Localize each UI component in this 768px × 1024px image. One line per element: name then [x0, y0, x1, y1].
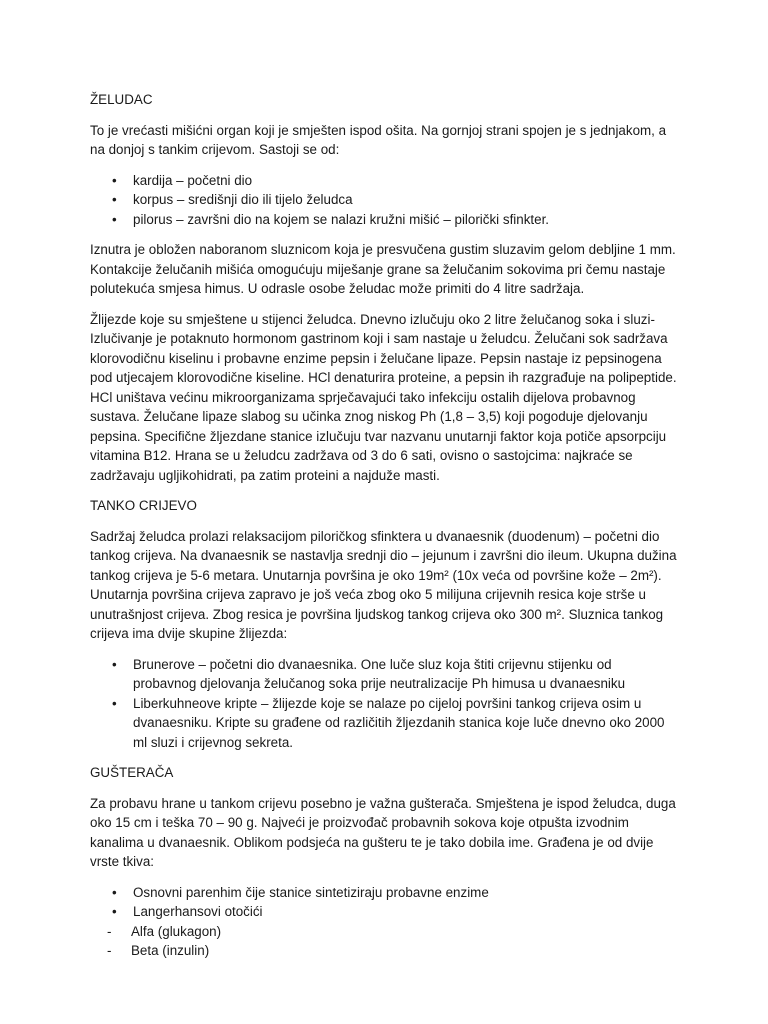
list-item: • Brunerove – početni dio dvanaesnika. One luče sluz koja štiti crijevnu stijenku od probavnog djelovanja želučanog soka prije neutralizacije Ph himusa u dvanaesniku: [90, 655, 678, 694]
paragraph: Sadržaj želudca prolazi relaksacijom piloričkog sfinktera u dvanaesnik (duodenum) – početni dio tankog crijeva. Na dvanaesnik se nastavlja srednji dio – jejunum i završni dio ileum. Ukupna dužina tankog crijeva je 5-6 metara. Unutarnja površina je oko 19m² (10x veća od površine kože – 2m²). Unutarnja površina crijeva zapravo je još veća zbog oko 5 milijuna crijevnih resica koje strše u unutrašnjost crijeva. Zbog resica je površina ljudskog tankog crijeva oko 300 m². Sluznica tankog crijeva ima dvije skupine žlijezda:: [90, 528, 677, 641]
section-heading-zeludac: ŽELUDAC: [90, 92, 153, 107]
paragraph: To je vrećasti mišićni organ koji je smješten ispod ošita. Na gornjoj strani spojen je s jednjakom, a na donjoj s tankim crijevom. Sastoji se od:: [90, 122, 667, 157]
paragraph: Iznutra je obložen naboranom sluznicom koja je presvučena gustim sluzavim gelom debljine 1 mm. Kontakcije želučanih mišića omogućuju miješanje grane sa želučanim sokovima pri čemu nastaje polutekuća smjesa himus. U odrasle osobe želudac može primiti do 4 litre sadržaja.: [90, 242, 676, 296]
list-item: • Osnovni parenhim čije stanice sintetiziraju probavne enzime: [90, 883, 678, 903]
list-item: [90, 902, 678, 922]
list-item: • pilorus – završni dio na kojem se nalazi kružni mišić – pilorički sfinkter.: [90, 210, 678, 230]
bullet-list: [90, 883, 678, 922]
list-item: • Liberkuhneove kripte – žlijezde koje se nalaze po cijeloj površini tankog crijeva osim u dvanaesniku. Kripte su građene od različitih žljezdanih stanica koje luče dnevno oko 2000 ml sluzi i crijevnog sekreta.: [90, 694, 678, 753]
sub-list: [90, 922, 678, 961]
bullet-list: [90, 171, 678, 230]
section-heading-tanko-crijevo: TANKO CRIJEVO: [90, 498, 197, 513]
sub-list-item: - Beta (inzulin): [107, 941, 678, 961]
sub-list-item: - Alfa (glukagon): [107, 922, 678, 942]
list-item-label: Langerhansovi otočići: [133, 904, 263, 919]
bullet-list: [90, 655, 678, 753]
section-heading-gusteraca: GUŠTERAČA: [90, 765, 174, 780]
list-item: • korpus – središnji dio ili tijelo želudca: [90, 190, 678, 210]
paragraph: Žlijezde koje su smještene u stijenci želudca. Dnevno izlučuju oko 2 litre želučanog soka i sluzi- Izlučivanje je potaknuto hormonom gastrinom koji i sam nastaje u želudcu. Želučani sok sadržava klorovodičnu kiselinu i probavne enzime pepsin i želučane lipaze. Pepsin nastaje iz pepsinogena pod utjecajem klorovodične kiseline. HCl denaturira proteine, a pepsin ih razgrađuje na polipeptide. HCl uništava većinu mikroorganizama sprječavajući tako infekciju ostalih dijelova probavnog sustava. Želučane lipaze slabog su učinka znog niskog Ph (1,8 – 3,5) koji pogoduje djelovanju pepsina. Specifične žljezdane stanice izlučuju tvar nazvanu unutarnji faktor koja potiče apsorpciju vitamina B12. Hrana se u želudcu zadržava od 3 do 6 sati, ovisno o sastojcima: najkraće se zadržavaju ugljikohidrati, pa zatim proteini a najduže masti.: [90, 311, 677, 483]
list-item: • kardija – početni dio: [90, 171, 678, 191]
paragraph: Za probavu hrane u tankom crijevu posebno je važna gušterača. Smještena je ispod želudca, duga oko 15 cm i teška 70 – 90 g. Najveći je proizvođač probavnih sokova koje otpušta izvodnim kanalima u dvanaesnik. Oblikom podsjeća na gušteru te je tako dobila ime. Građena je od dvije vrste tkiva:: [90, 795, 676, 869]
